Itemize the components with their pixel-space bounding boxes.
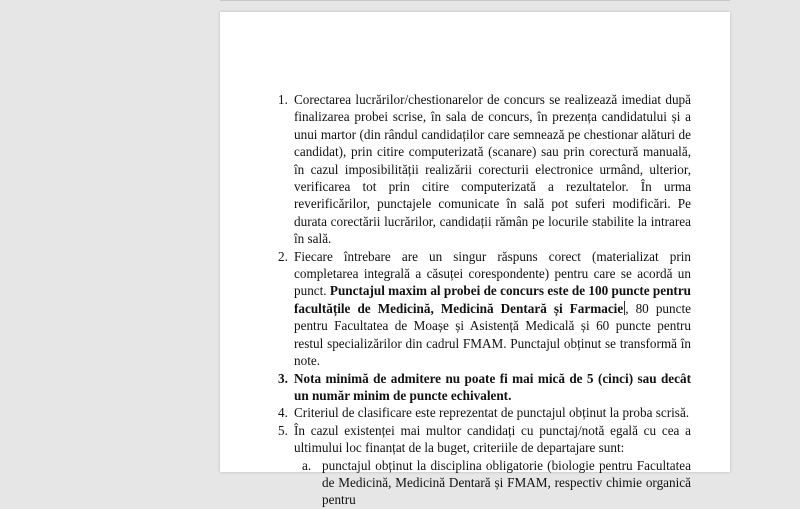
list-item-text: Corectarea lucrărilor/chestionarelor de concurs se realizează imediat după finalizarea probei scrise, în sala de concurs, în prezența candidatului și a unui martor (din rândul candidaților care semnează pe chestionar alături de candidat), prin citire computerizată (scanare) sau prin corectură manuală, în cazul imposibilității realizării corecturii electronice urmând, ulterior, verificarea tot prin citire computerizată a rezultatelor. În urma reverificărilor, punctajele comunicate în sală pot suferi modificări. Pe durata corectării lucrărilor, candidații rămân pe locurile stabilite la intrarea în sală. xyxy=(294,92,691,247)
list-item-text: Criteriul de clasificare este reprezentat de punctajul obținut la proba scrisă. xyxy=(294,405,690,421)
window-top-edge xyxy=(220,0,730,1)
list-item-3 xyxy=(278,370,691,405)
sublist-letter: a. xyxy=(302,457,312,473)
sublist-item-text: punctajul obținut la disciplina obligatorie (biologie pentru Facultatea de Medicină, Medicină Dentară și FMAM, respectiv chimie organică pentru xyxy=(322,457,691,508)
list-item-text: În cazul existenței mai multor candidați cu punctaj/notă egală cu cea a ultimului loc finanțat de la buget, criteriile de departajare sunt: xyxy=(294,422,691,456)
text-segment: Fiecare întrebare are un singur răspuns corect (materializat prin completarea integrală a căsuței corespondente) pentru care se acordă un punct. xyxy=(294,248,691,299)
list-number: 2. xyxy=(278,248,288,264)
list-number: 1. xyxy=(278,92,288,107)
list-number: 5. xyxy=(278,422,288,438)
list-item-4 xyxy=(278,404,691,421)
bold-text-segment: Punctajul maxim al probei de concurs este de 100 puncte pentru facultățile de Medicină, Medicină Dentară și Farmacie xyxy=(294,283,692,316)
list-number: 4. xyxy=(278,405,288,421)
text-segment: , 80 puncte pentru Facultatea de Moașe și Asistență Medicală și 60 puncte pentru restul specializărilor din cadrul FMAM. Punctajul obținut se transformă în note. xyxy=(294,300,691,369)
list-item-5 xyxy=(278,422,691,457)
list-item-1 xyxy=(278,91,691,248)
list-number: 3. xyxy=(278,370,288,386)
list-item-text xyxy=(294,248,691,370)
list-item-text: Nota minimă de admitere nu poate fi mai mică de 5 (cinci) sau decât un număr minim de puncte echivalent. xyxy=(294,370,691,403)
document-page[interactable] xyxy=(220,12,730,508)
document-body xyxy=(278,91,691,509)
sublist-item-a xyxy=(278,457,691,509)
list-item-2 xyxy=(278,248,691,370)
